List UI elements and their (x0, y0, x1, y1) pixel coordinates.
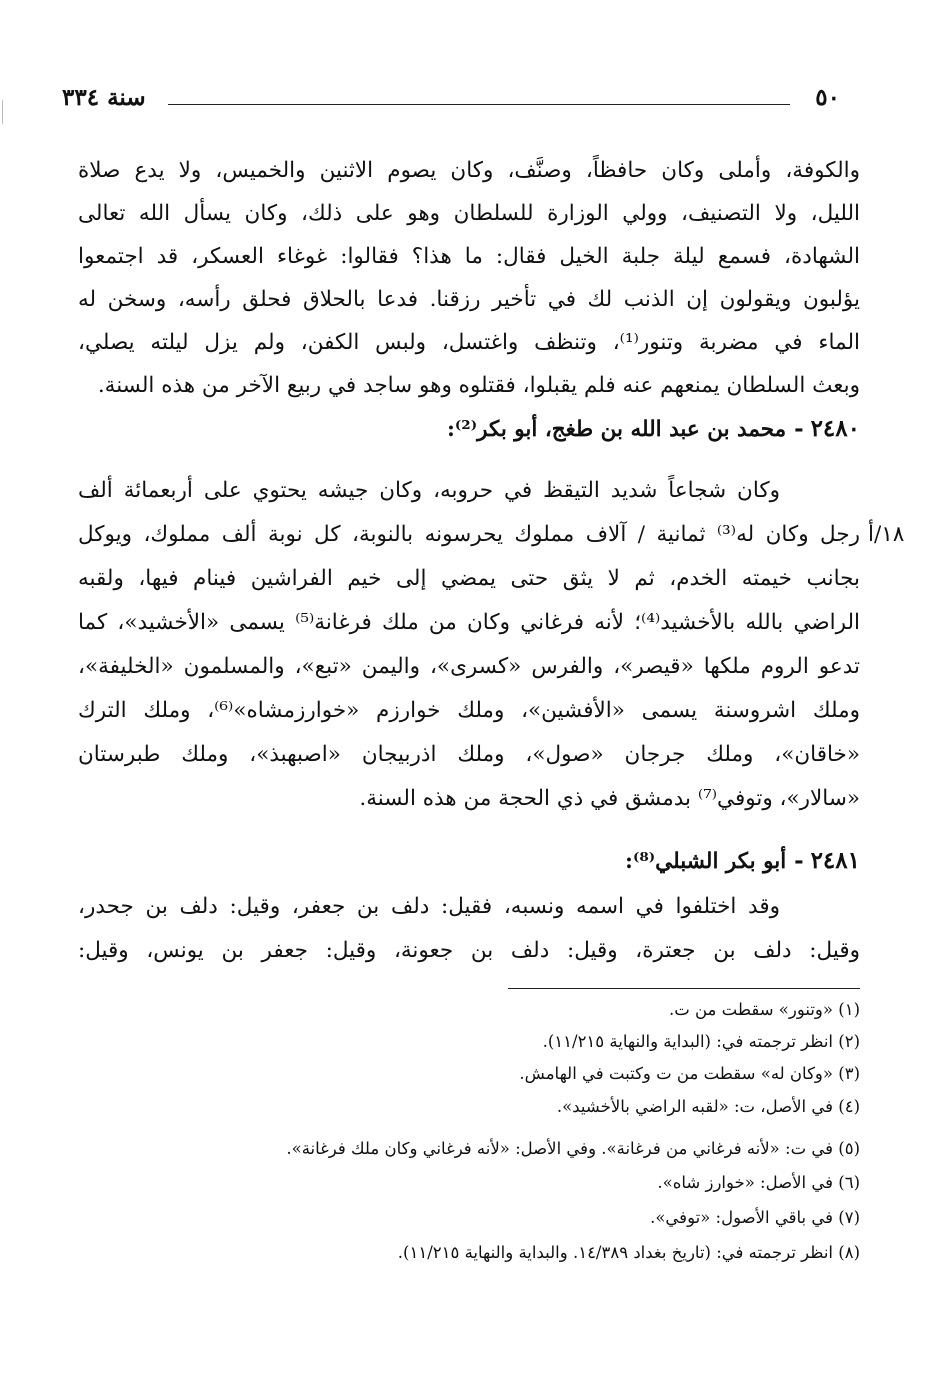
entry-name: أبو بكر الشبلي⁽⁸⁾: (625, 849, 787, 874)
footnote: (٥) في ت: «لأنه فرغاني من فرغانة». وفي الأصل: «لأنه فرغاني وكان ملك فرغانة». (286, 1139, 860, 1158)
entry-number: ٢٤٨٠ (810, 415, 860, 442)
footnote: (٤) في الأصل، ت: «لقبه الراضي بالأخشيد». (556, 1097, 860, 1116)
text-line: وقيل: دلف بن جعترة، وقيل: دلف بن جعونة، وقيل: جعفر بن يونس، وقيل: (78, 938, 860, 963)
text-line: رجل وكان له⁽³⁾ ثمانية / آلاف مملوك يحرسونه بالنوبة، كل نوبة ألف مملوك، ويوكل (78, 522, 860, 547)
text-line: وقد اختلفوا في اسمه ونسبه، فقيل: دلف بن جعفر، وقيل: دلف بن جحدر، (78, 894, 780, 919)
page-number: ٥٠ (815, 84, 840, 111)
text-line: وملك اشروسنة يسمى «الأفشين»، وملك خوارزم «خوارزمشاه»⁽⁶⁾، وملك الترك (78, 698, 860, 723)
footnote: (٢) انظر ترجمته في: (البداية والنهاية ١١/٢١٥). (542, 1032, 860, 1051)
entry-heading-2481: ٢٤٨١ - أبو بكر الشبلي⁽⁸⁾: (625, 847, 860, 874)
footnote: (٧) في باقي الأصول: «توفي». (650, 1208, 860, 1227)
footnote: (٨) انظر ترجمته في: (تاريخ بغداد ١٤/٣٨٩. والبداية والنهاية ١١/٢١٥). (397, 1243, 860, 1262)
text-line: الليل، ولا التصنيف، وولي الوزارة للسلطان وهو على ذلك، وكان يسأل الله تعالى (78, 201, 860, 226)
scan-edge-mark (2, 100, 3, 124)
footnote: (٦) في الأصل: «خوارز شاه». (657, 1173, 860, 1192)
entry-heading-2480: ٢٤٨٠ - محمد بن عبد الله بن طغج، أبو بكر⁽²⁾: (446, 415, 860, 442)
entry-name: محمد بن عبد الله بن طغج، أبو بكر⁽²⁾: (446, 417, 787, 442)
text-line: يؤلبون ويقولون إن الذنب لك في تأخير رزقنا. فدعا بالحلاق فحلق رأسه، وسخن له (78, 287, 860, 312)
text-line: الراضي بالله بالأخشيد⁽⁴⁾؛ لأنه فرغاني وكان من ملك فرغانة⁽⁵⁾ يسمى «الأخشيد»، كما (78, 610, 860, 635)
margin-folio-marker: ١٨/أ (868, 522, 905, 547)
header-rule (168, 104, 790, 105)
running-head-year: سنة ٣٣٤ (62, 84, 146, 111)
footnote: (١) «وتنور» سقطت من ت. (668, 1000, 860, 1019)
footnote: (٣) «وكان له» سقطت من ت وكتبت في الهامش. (519, 1064, 860, 1083)
footnote-separator (508, 988, 860, 989)
text-line: «خاقان»، وملك جرجان «صول»، وملك اذربيجان «اصبهبذ»، وملك طبرستان (78, 742, 860, 767)
text-line: والكوفة، وأملى وكان حافظاً، وصنَّف، وكان يصوم الاثنين والخميس، ولا يدع صلاة (78, 158, 860, 183)
entry-number: ٢٤٨١ (810, 847, 860, 874)
text-line: وكان شجاعاً شديد التيقظ في حروبه، وكان جيشه يحتوي على أربعمائة ألف (78, 478, 780, 503)
text-line: تدعو الروم ملكها «قيصر»، والفرس «كسرى»، واليمن «تبع»، والمسلمون «الخليفة»، (78, 654, 860, 679)
text-line: الشهادة، فسمع ليلة جلبة الخيل فقال: ما هذا؟ فقالوا: غوغاء العسكر، قد اجتمعوا (78, 244, 860, 269)
text-line: الماء في مضربة وتنور⁽¹⁾، وتنظف واغتسل، ولبس الكفن، ولم يزل ليلته يصلي، (78, 330, 860, 355)
text-line: بجانب خيمته الخدم، ثم لا يثق حتى يمضي إلى خيم الفراشين فينام فيها، ولقبه (78, 566, 860, 591)
text-line: وبعث السلطان يمنعهم عنه فلم يقبلوا، فقتلوه وهو ساجد في ربيع الآخر من هذه السنة. (97, 373, 860, 398)
text-line: «سالار»، وتوفي⁽⁷⁾ بدمشق في ذي الحجة من هذه السنة. (359, 786, 860, 811)
